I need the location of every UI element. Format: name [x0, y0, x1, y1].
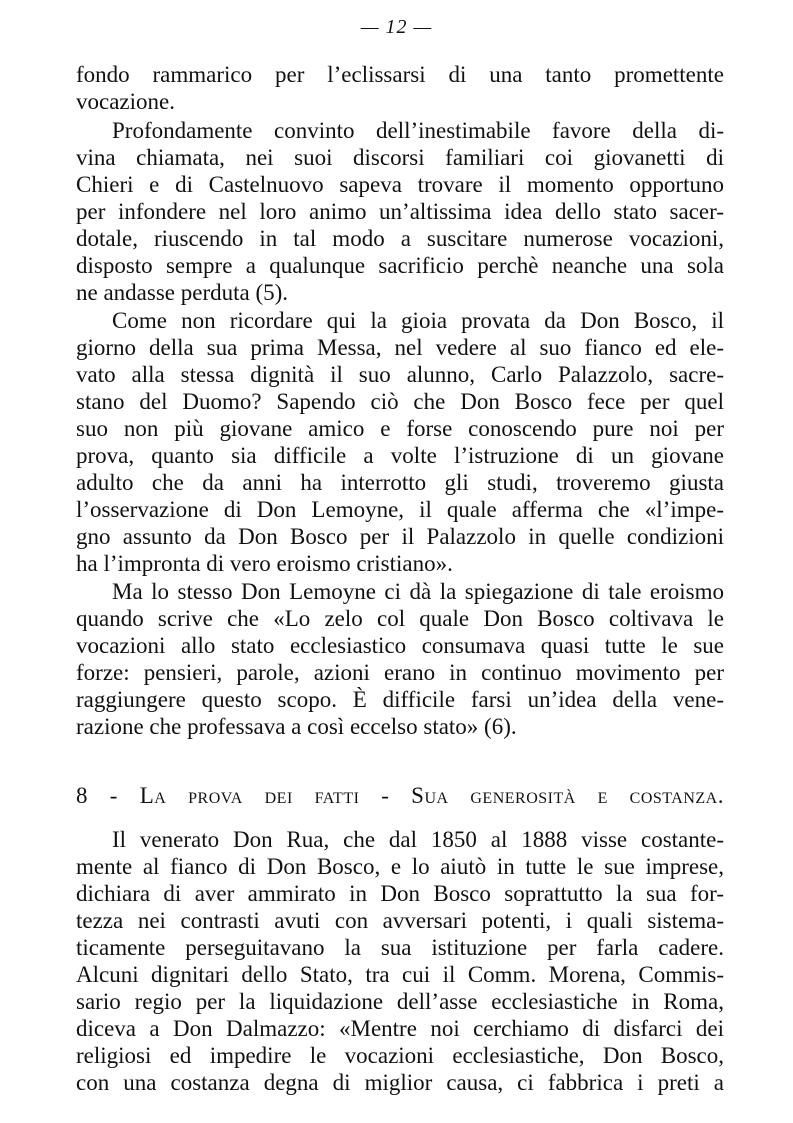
text-line: Come non ricordare qui la gioia provata da Don Bosco, il: [112, 308, 724, 333]
text-line: Chieri e di Castelnuovo sapeva trovare il momento opportuno: [76, 172, 724, 197]
text-line: vocazioni allo stato ecclesiastico consumava quasi tutte le sue: [76, 633, 724, 658]
text-line: Ma lo stesso Don Lemoyne ci dà la spiegazione di tale eroismo: [112, 579, 724, 604]
text-line: ha l’impronta di vero eroismo cristiano».: [76, 551, 453, 576]
text-line: ticamente perseguitavano la sua istituzione per farla cadere.: [76, 935, 724, 960]
text-line: ne andasse perduta (5).: [76, 280, 289, 305]
text-line: suo non più giovane amico e forse conoscendo pure noi per: [76, 416, 724, 441]
text-line: raggiungere questo scopo. È difficile farsi un’idea della vene-: [76, 687, 724, 712]
text-line: Il venerato Don Rua, che dal 1850 al 1888 visse costante-: [112, 827, 724, 852]
text-line: fondo rammarico per l’eclissarsi di una tanto promettente: [76, 62, 724, 87]
text-line: forze: pensieri, parole, azioni erano in continuo movimento per: [76, 660, 724, 685]
text-line: vato alla stessa dignità il suo alunno, Carlo Palazzolo, sacre-: [76, 362, 724, 387]
text-line: dotale, riuscendo in tal modo a suscitare numerose vocazioni,: [76, 226, 724, 251]
text-line: Profondamente convinto dell’inestimabile favore della di-: [112, 118, 724, 143]
text-line: vina chiamata, nei suoi discorsi familiari coi giovanetti di: [76, 145, 724, 170]
text-line: dichiara di aver ammirato in Don Bosco soprattutto la sua for-: [76, 881, 724, 906]
page-number: — 12 —: [360, 16, 433, 38]
text-line: prova, quanto sia difficile a volte l’istruzione di un giovane: [76, 443, 724, 468]
text-line: razione che professava a così eccelso stato» (6).: [76, 714, 517, 739]
text-line: vocazione.: [76, 89, 175, 114]
text-line: sario regio per la liquidazione dell’asse ecclesiastiche in Roma,: [76, 989, 724, 1014]
text-line: Alcuni dignitari dello Stato, tra cui il Comm. Morena, Commis-: [76, 962, 724, 987]
text-line: religiosi ed impedire le vocazioni ecclesiastiche, Don Bosco,: [76, 1043, 724, 1068]
text-line: adulto che da anni ha interrotto gli studi, troveremo giusta: [76, 470, 724, 495]
text-line: stano del Duomo? Sapendo ciò che Don Bosco fece per quel: [76, 389, 724, 414]
text-line: mente al fianco di Don Bosco, e lo aiutò in tutte le sue imprese,: [76, 854, 724, 879]
text-line: giorno della sua prima Messa, nel vedere al suo fianco ed ele-: [76, 335, 724, 360]
section-heading: 8 - La prova dei fatti - Sua generosità e costanza.: [76, 783, 724, 808]
text-line: tezza nei contrasti avuti con avversari potenti, i quali sistema-: [76, 908, 724, 933]
text-line: disposto sempre a qualunque sacrificio perchè neanche una sola: [76, 253, 724, 278]
text-line: l’osservazione di Don Lemoyne, il quale afferma che «l’impe-: [76, 497, 724, 522]
text-line: con una costanza degna di miglior causa, ci fabbrica i preti a: [76, 1070, 724, 1095]
text-line: diceva a Don Dalmazzo: «Mentre noi cerchiamo di disfarci dei: [76, 1016, 724, 1041]
text-line: gno assunto da Don Bosco per il Palazzolo in quelle condizioni: [76, 524, 724, 549]
text-line: per infondere nel loro animo un’altissima idea dello stato sacer-: [76, 199, 724, 224]
text-line: quando scrive che «Lo zelo col quale Don Bosco coltivava le: [76, 606, 724, 631]
